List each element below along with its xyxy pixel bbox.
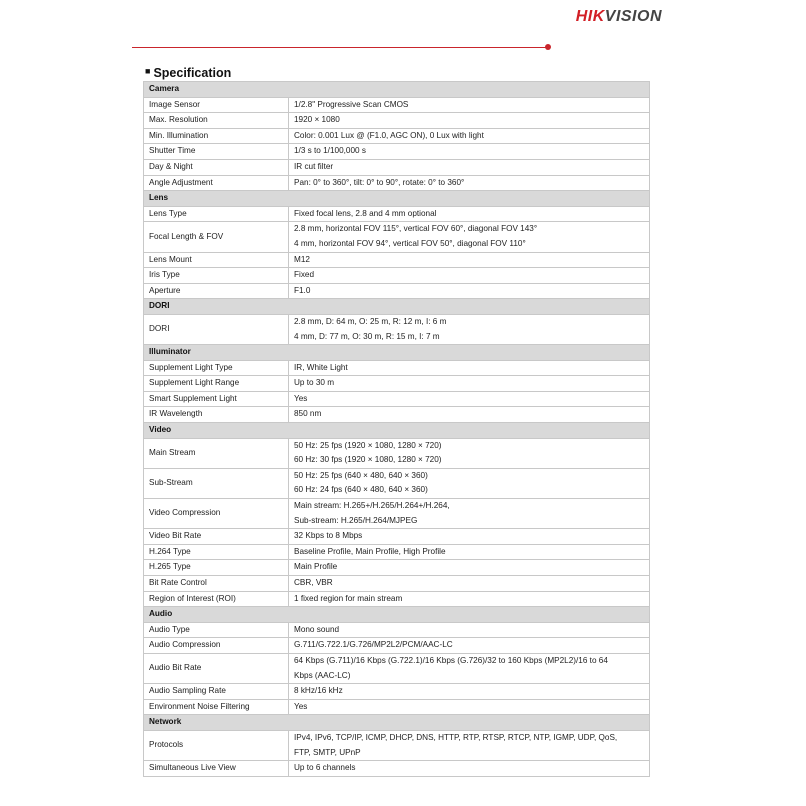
spec-value <box>289 560 650 576</box>
spec-label: Focal Length & FOV <box>144 222 289 252</box>
spec-value-line: 1/3 s to 1/100,000 s <box>294 146 366 156</box>
spec-value <box>289 159 650 175</box>
spec-value-line: FTP, SMTP, UPnP <box>294 747 361 757</box>
spec-value-line: Mono sound <box>294 624 340 634</box>
bullet-icon: ■ <box>145 66 151 76</box>
spec-label: Environment Noise Filtering <box>144 699 289 715</box>
spec-value-line: Fixed focal lens, 2.8 and 4 mm optional <box>294 208 437 218</box>
spec-value <box>289 391 650 407</box>
table-row <box>144 468 650 498</box>
table-row <box>144 622 650 638</box>
table-row <box>144 128 650 144</box>
spec-label: Audio Compression <box>144 638 289 654</box>
spec-value-line: 2.8 mm, D: 64 m, O: 25 m, R: 12 m, I: 6 m <box>294 316 447 326</box>
table-row <box>144 560 650 576</box>
spec-value-line: Main stream: H.265+/H.265/H.264+/H.264, <box>294 501 450 511</box>
section-header-row <box>144 607 650 623</box>
section-header-row <box>144 191 650 207</box>
spec-value-line: Baseline Profile, Main Profile, High Profile <box>294 546 446 556</box>
spec-label: Audio Type <box>144 622 289 638</box>
section-header-row <box>144 299 650 315</box>
table-row <box>144 499 650 529</box>
table-row <box>144 314 650 344</box>
spec-value-line: IR, White Light <box>294 362 348 372</box>
spec-value-line: 1/2.8" Progressive Scan CMOS <box>294 99 409 109</box>
spec-label: Angle Adjustment <box>144 175 289 191</box>
header-divider <box>132 47 546 48</box>
table-row <box>144 222 650 252</box>
page-title <box>145 66 231 80</box>
section-header: Network <box>144 715 650 731</box>
spec-value <box>289 314 650 344</box>
spec-label: Region of Interest (ROI) <box>144 591 289 607</box>
spec-value-line: Yes <box>294 393 308 403</box>
spec-value-line: 50 Hz: 25 fps (1920 × 1080, 1280 × 720) <box>294 440 442 450</box>
table-row <box>144 576 650 592</box>
spec-value <box>289 699 650 715</box>
section-header: Camera <box>144 82 650 98</box>
spec-value-line: Fixed <box>294 270 315 280</box>
spec-value-line: Color: 0.001 Lux @ (F1.0, AGC ON), 0 Lux with light <box>294 130 484 140</box>
table-row <box>144 175 650 191</box>
spec-value <box>289 499 650 529</box>
section-header: Video <box>144 423 650 439</box>
spec-value-line: M12 <box>294 254 310 264</box>
spec-value-line: 1920 × 1080 <box>294 115 340 125</box>
section-header: Lens <box>144 191 650 207</box>
spec-value <box>289 222 650 252</box>
spec-value-line: 60 Hz: 30 fps (1920 × 1080, 1280 × 720) <box>294 455 442 465</box>
spec-value-line: 4 mm, horizontal FOV 94°, vertical FOV 50°, diagonal FOV 110° <box>294 238 526 248</box>
hikvision-logo <box>576 8 662 26</box>
table-row <box>144 638 650 654</box>
table-row <box>144 407 650 423</box>
spec-value <box>289 591 650 607</box>
spec-value <box>289 653 650 683</box>
spec-label: DORI <box>144 314 289 344</box>
table-row <box>144 730 650 760</box>
spec-value-line: Up to 6 channels <box>294 763 356 773</box>
spec-value <box>289 376 650 392</box>
header-divider-dot <box>545 44 551 50</box>
table-row <box>144 206 650 222</box>
spec-value-line: 32 Kbps to 8 Mbps <box>294 531 363 541</box>
spec-value-line: 64 Kbps (G.711)/16 Kbps (G.722.1)/16 Kbps (G.726)/32 to 160 Kbps (MP2L2)/16 to 64 <box>294 655 608 665</box>
specification-table <box>143 81 650 777</box>
spec-label: Sub-Stream <box>144 468 289 498</box>
table-row <box>144 159 650 175</box>
spec-value <box>289 761 650 777</box>
spec-label: H.264 Type <box>144 544 289 560</box>
spec-value-line: 850 nm <box>294 409 322 419</box>
table-row <box>144 653 650 683</box>
spec-value <box>289 252 650 268</box>
spec-value <box>289 622 650 638</box>
section-header: Illuminator <box>144 345 650 361</box>
spec-label: Supplement Light Range <box>144 376 289 392</box>
spec-label: Audio Sampling Rate <box>144 684 289 700</box>
spec-value <box>289 730 650 760</box>
spec-value-line: 50 Hz: 25 fps (640 × 480, 640 × 360) <box>294 470 428 480</box>
spec-value-line: Up to 30 m <box>294 378 335 388</box>
spec-value-line: Yes <box>294 701 308 711</box>
spec-value-line: Sub-stream: H.265/H.264/MJPEG <box>294 515 418 525</box>
section-header-row <box>144 345 650 361</box>
spec-value-line: Pan: 0° to 360°, tilt: 0° to 90°, rotate: 0° to 360° <box>294 177 465 187</box>
section-header: Audio <box>144 607 650 623</box>
spec-label: Supplement Light Type <box>144 360 289 376</box>
spec-label: Audio Bit Rate <box>144 653 289 683</box>
spec-value-line: 2.8 mm, horizontal FOV 115°, vertical FOV 60°, diagonal FOV 143° <box>294 224 538 234</box>
spec-value-line: 4 mm, D: 77 m, O: 30 m, R: 15 m, I: 7 m <box>294 331 440 341</box>
logo-vision-text: VISION <box>604 8 662 25</box>
table-row <box>144 360 650 376</box>
spec-value <box>289 407 650 423</box>
table-row <box>144 283 650 299</box>
spec-label: Min. Illumination <box>144 128 289 144</box>
spec-value <box>289 97 650 113</box>
spec-value-line: 1 fixed region for main stream <box>294 593 403 603</box>
section-header-row <box>144 82 650 98</box>
table-row <box>144 252 650 268</box>
spec-label: Lens Type <box>144 206 289 222</box>
spec-value-line: 8 kHz/16 kHz <box>294 686 343 696</box>
table-row <box>144 529 650 545</box>
spec-value <box>289 206 650 222</box>
spec-label: Aperture <box>144 283 289 299</box>
table-row <box>144 761 650 777</box>
spec-value-line: 60 Hz: 24 fps (640 × 480, 640 × 360) <box>294 485 428 495</box>
spec-value <box>289 144 650 160</box>
table-row <box>144 684 650 700</box>
section-header-row <box>144 423 650 439</box>
spec-value <box>289 283 650 299</box>
spec-label: IR Wavelength <box>144 407 289 423</box>
spec-label: Iris Type <box>144 268 289 284</box>
spec-label: Bit Rate Control <box>144 576 289 592</box>
spec-label: Video Bit Rate <box>144 529 289 545</box>
spec-value-line: IR cut filter <box>294 161 334 171</box>
spec-label: Video Compression <box>144 499 289 529</box>
spec-value <box>289 113 650 129</box>
table-row <box>144 97 650 113</box>
spec-value-line: Kbps (AAC-LC) <box>294 670 351 680</box>
spec-value <box>289 360 650 376</box>
table-row <box>144 438 650 468</box>
spec-value <box>289 576 650 592</box>
spec-value-line: F1.0 <box>294 285 311 295</box>
spec-value <box>289 638 650 654</box>
page-title-text: Specification <box>153 66 232 80</box>
spec-label: Simultaneous Live View <box>144 761 289 777</box>
spec-label: Lens Mount <box>144 252 289 268</box>
spec-value-line: G.711/G.722.1/G.726/MP2L2/PCM/AAC-LC <box>294 640 453 650</box>
spec-label: Max. Resolution <box>144 113 289 129</box>
spec-value <box>289 529 650 545</box>
spec-value <box>289 128 650 144</box>
table-row <box>144 268 650 284</box>
spec-label: H.265 Type <box>144 560 289 576</box>
section-header: DORI <box>144 299 650 315</box>
table-row <box>144 113 650 129</box>
spec-label: Main Stream <box>144 438 289 468</box>
spec-label: Image Sensor <box>144 97 289 113</box>
spec-label: Protocols <box>144 730 289 760</box>
spec-value <box>289 544 650 560</box>
spec-value-line: IPv4, IPv6, TCP/IP, ICMP, DHCP, DNS, HTTP, RTP, RTSP, RTCP, NTP, IGMP, UDP, QoS, <box>294 732 618 742</box>
table-row <box>144 376 650 392</box>
spec-value <box>289 468 650 498</box>
spec-value <box>289 438 650 468</box>
spec-value <box>289 684 650 700</box>
logo-hik-text: HIK <box>575 8 605 25</box>
table-row <box>144 544 650 560</box>
spec-value <box>289 175 650 191</box>
spec-value-line: Main Profile <box>294 562 338 572</box>
spec-label: Smart Supplement Light <box>144 391 289 407</box>
spec-value-line: CBR, VBR <box>294 578 333 587</box>
spec-label: Shutter Time <box>144 144 289 160</box>
section-header-row <box>144 715 650 731</box>
table-row <box>144 391 650 407</box>
table-row <box>144 699 650 715</box>
spec-label: Day & Night <box>144 159 289 175</box>
spec-value <box>289 268 650 284</box>
table-row <box>144 591 650 607</box>
table-row <box>144 144 650 160</box>
